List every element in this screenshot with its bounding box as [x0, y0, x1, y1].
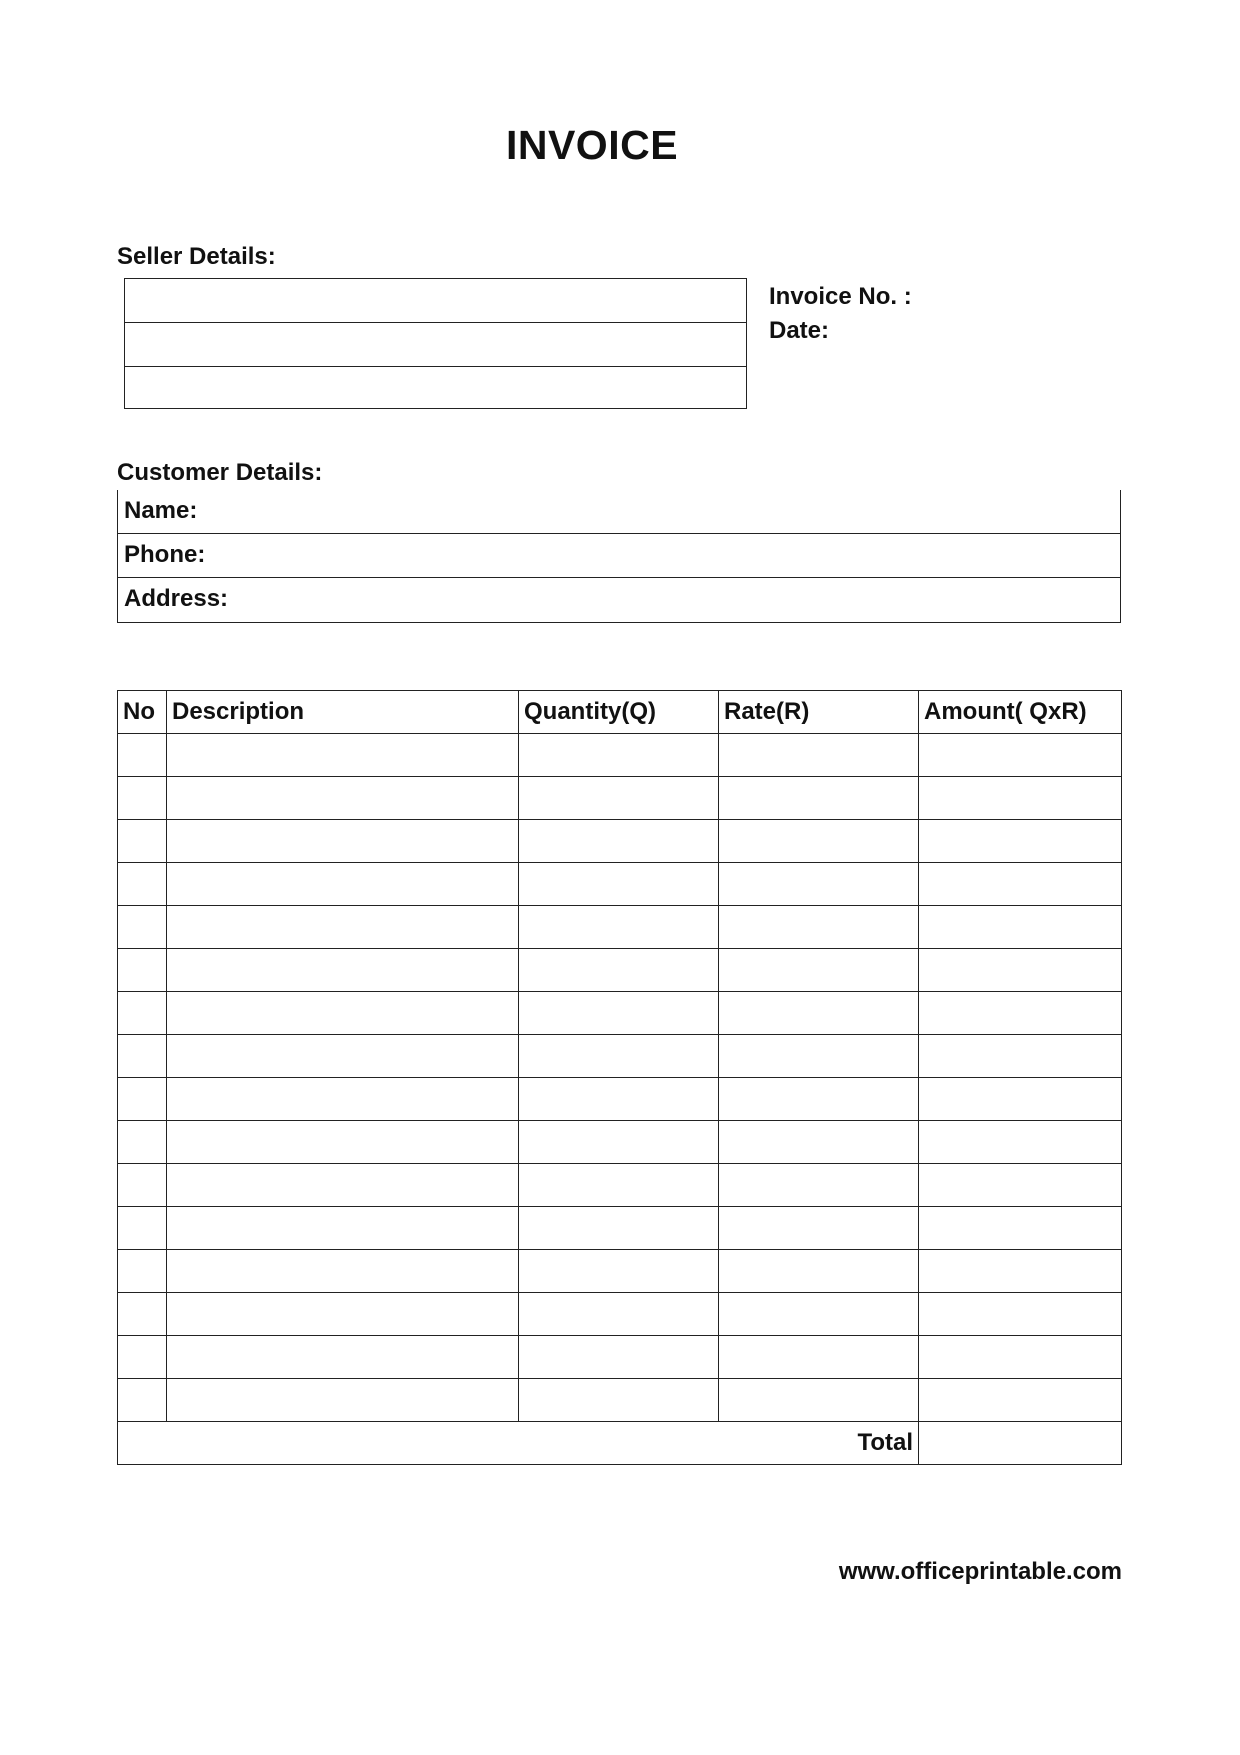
seller-details-box: [124, 278, 747, 409]
cell-amount[interactable]: [919, 1250, 1122, 1293]
total-label: Total: [118, 1422, 919, 1465]
cell-quantity[interactable]: [519, 906, 719, 949]
header-quantity: Quantity(Q): [519, 691, 719, 734]
cell-quantity[interactable]: [519, 1164, 719, 1207]
header-description: Description: [167, 691, 519, 734]
cell-quantity[interactable]: [519, 992, 719, 1035]
header-no: No: [118, 691, 167, 734]
table-row: [118, 1250, 1122, 1293]
cell-description[interactable]: [167, 1121, 519, 1164]
cell-no[interactable]: [118, 949, 167, 992]
cell-amount[interactable]: [919, 1207, 1122, 1250]
seller-line-1[interactable]: [125, 279, 746, 323]
cell-no[interactable]: [118, 734, 167, 777]
cell-quantity[interactable]: [519, 1121, 719, 1164]
cell-description[interactable]: [167, 1336, 519, 1379]
cell-quantity[interactable]: [519, 1293, 719, 1336]
cell-rate[interactable]: [719, 1250, 919, 1293]
customer-details-label: Customer Details:: [117, 459, 323, 486]
cell-amount[interactable]: [919, 992, 1122, 1035]
customer-phone-field[interactable]: Phone:: [118, 534, 1120, 578]
cell-amount[interactable]: [919, 1035, 1122, 1078]
header-amount: Amount( QxR): [919, 691, 1122, 734]
invoice-number-label: Invoice No. :: [769, 283, 912, 310]
cell-amount[interactable]: [919, 820, 1122, 863]
customer-address-field[interactable]: Address:: [124, 585, 229, 612]
table-row: [118, 1164, 1122, 1207]
cell-amount[interactable]: [919, 1078, 1122, 1121]
cell-quantity[interactable]: [519, 1035, 719, 1078]
cell-quantity[interactable]: [519, 1250, 719, 1293]
table-row: [118, 1035, 1122, 1078]
cell-rate[interactable]: [719, 1379, 919, 1422]
table-row: [118, 1207, 1122, 1250]
cell-description[interactable]: [167, 1164, 519, 1207]
cell-rate[interactable]: [719, 820, 919, 863]
cell-no[interactable]: [118, 1035, 167, 1078]
table-row: [118, 1121, 1122, 1164]
cell-no[interactable]: [118, 1250, 167, 1293]
cell-quantity[interactable]: [519, 1336, 719, 1379]
website-url: www.officeprintable.com: [838, 1558, 1122, 1585]
seller-line-2[interactable]: [125, 323, 746, 367]
items-header-row: [118, 691, 1122, 734]
cell-no[interactable]: [118, 992, 167, 1035]
cell-amount[interactable]: [919, 777, 1122, 820]
cell-description[interactable]: [167, 820, 519, 863]
cell-rate[interactable]: [719, 1164, 919, 1207]
cell-description[interactable]: [167, 949, 519, 992]
cell-rate[interactable]: [719, 992, 919, 1035]
cell-quantity[interactable]: [519, 949, 719, 992]
cell-rate[interactable]: [719, 1078, 919, 1121]
cell-description[interactable]: [167, 1207, 519, 1250]
cell-no[interactable]: [118, 777, 167, 820]
cell-amount[interactable]: [919, 734, 1122, 777]
cell-rate[interactable]: [719, 906, 919, 949]
cell-description[interactable]: [167, 777, 519, 820]
cell-no[interactable]: [118, 1078, 167, 1121]
cell-rate[interactable]: [719, 949, 919, 992]
table-row: [118, 992, 1122, 1035]
invoice-title: INVOICE: [505, 122, 679, 168]
cell-no[interactable]: [118, 1336, 167, 1379]
table-row: [118, 1078, 1122, 1121]
table-row: [118, 949, 1122, 992]
cell-amount[interactable]: [919, 1336, 1122, 1379]
cell-no[interactable]: [118, 906, 167, 949]
cell-rate[interactable]: [719, 1207, 919, 1250]
cell-no[interactable]: [118, 1379, 167, 1422]
cell-no[interactable]: [118, 820, 167, 863]
total-row: [118, 1422, 1122, 1465]
cell-description[interactable]: [167, 992, 519, 1035]
items-table: [117, 690, 1122, 1465]
table-row: [118, 1336, 1122, 1379]
cell-rate[interactable]: [719, 1336, 919, 1379]
seller-details-label: Seller Details:: [117, 243, 276, 270]
cell-rate[interactable]: [719, 1293, 919, 1336]
table-row: [118, 777, 1122, 820]
cell-amount[interactable]: [919, 949, 1122, 992]
cell-rate[interactable]: [719, 863, 919, 906]
cell-rate[interactable]: [719, 1035, 919, 1078]
cell-amount[interactable]: [919, 1379, 1122, 1422]
cell-quantity[interactable]: [519, 863, 719, 906]
cell-rate[interactable]: [719, 734, 919, 777]
table-row: [118, 820, 1122, 863]
cell-rate[interactable]: [719, 1121, 919, 1164]
cell-description[interactable]: [167, 1250, 519, 1293]
cell-quantity[interactable]: [519, 734, 719, 777]
seller-line-3[interactable]: [125, 367, 746, 408]
cell-description[interactable]: [167, 1035, 519, 1078]
customer-name-field[interactable]: Name:: [118, 490, 1120, 534]
cell-no[interactable]: [118, 863, 167, 906]
table-row: [118, 1379, 1122, 1422]
cell-no[interactable]: [118, 1164, 167, 1207]
cell-quantity[interactable]: [519, 777, 719, 820]
total-amount-cell[interactable]: [919, 1422, 1122, 1465]
cell-description[interactable]: [167, 1379, 519, 1422]
items-body: [118, 734, 1122, 1422]
cell-quantity[interactable]: [519, 1379, 719, 1422]
table-row: [118, 1293, 1122, 1336]
table-row: [118, 906, 1122, 949]
table-row: [118, 734, 1122, 777]
cell-amount[interactable]: [919, 1293, 1122, 1336]
cell-amount[interactable]: [919, 863, 1122, 906]
header-rate: Rate(R): [719, 691, 919, 734]
cell-no[interactable]: [118, 1207, 167, 1250]
invoice-meta: [769, 280, 912, 348]
cell-description[interactable]: [167, 734, 519, 777]
cell-no[interactable]: [118, 1293, 167, 1336]
cell-description[interactable]: [167, 1078, 519, 1121]
cell-quantity[interactable]: [519, 1207, 719, 1250]
cell-description[interactable]: [167, 906, 519, 949]
cell-quantity[interactable]: [519, 1078, 719, 1121]
invoice-date-label: Date:: [769, 317, 830, 344]
cell-rate[interactable]: [719, 777, 919, 820]
cell-no[interactable]: [118, 1121, 167, 1164]
cell-amount[interactable]: [919, 1121, 1122, 1164]
table-row: [118, 863, 1122, 906]
cell-description[interactable]: [167, 863, 519, 906]
cell-amount[interactable]: [919, 906, 1122, 949]
cell-amount[interactable]: [919, 1164, 1122, 1207]
customer-details-box: [117, 490, 1121, 623]
cell-description[interactable]: [167, 1293, 519, 1336]
cell-quantity[interactable]: [519, 820, 719, 863]
